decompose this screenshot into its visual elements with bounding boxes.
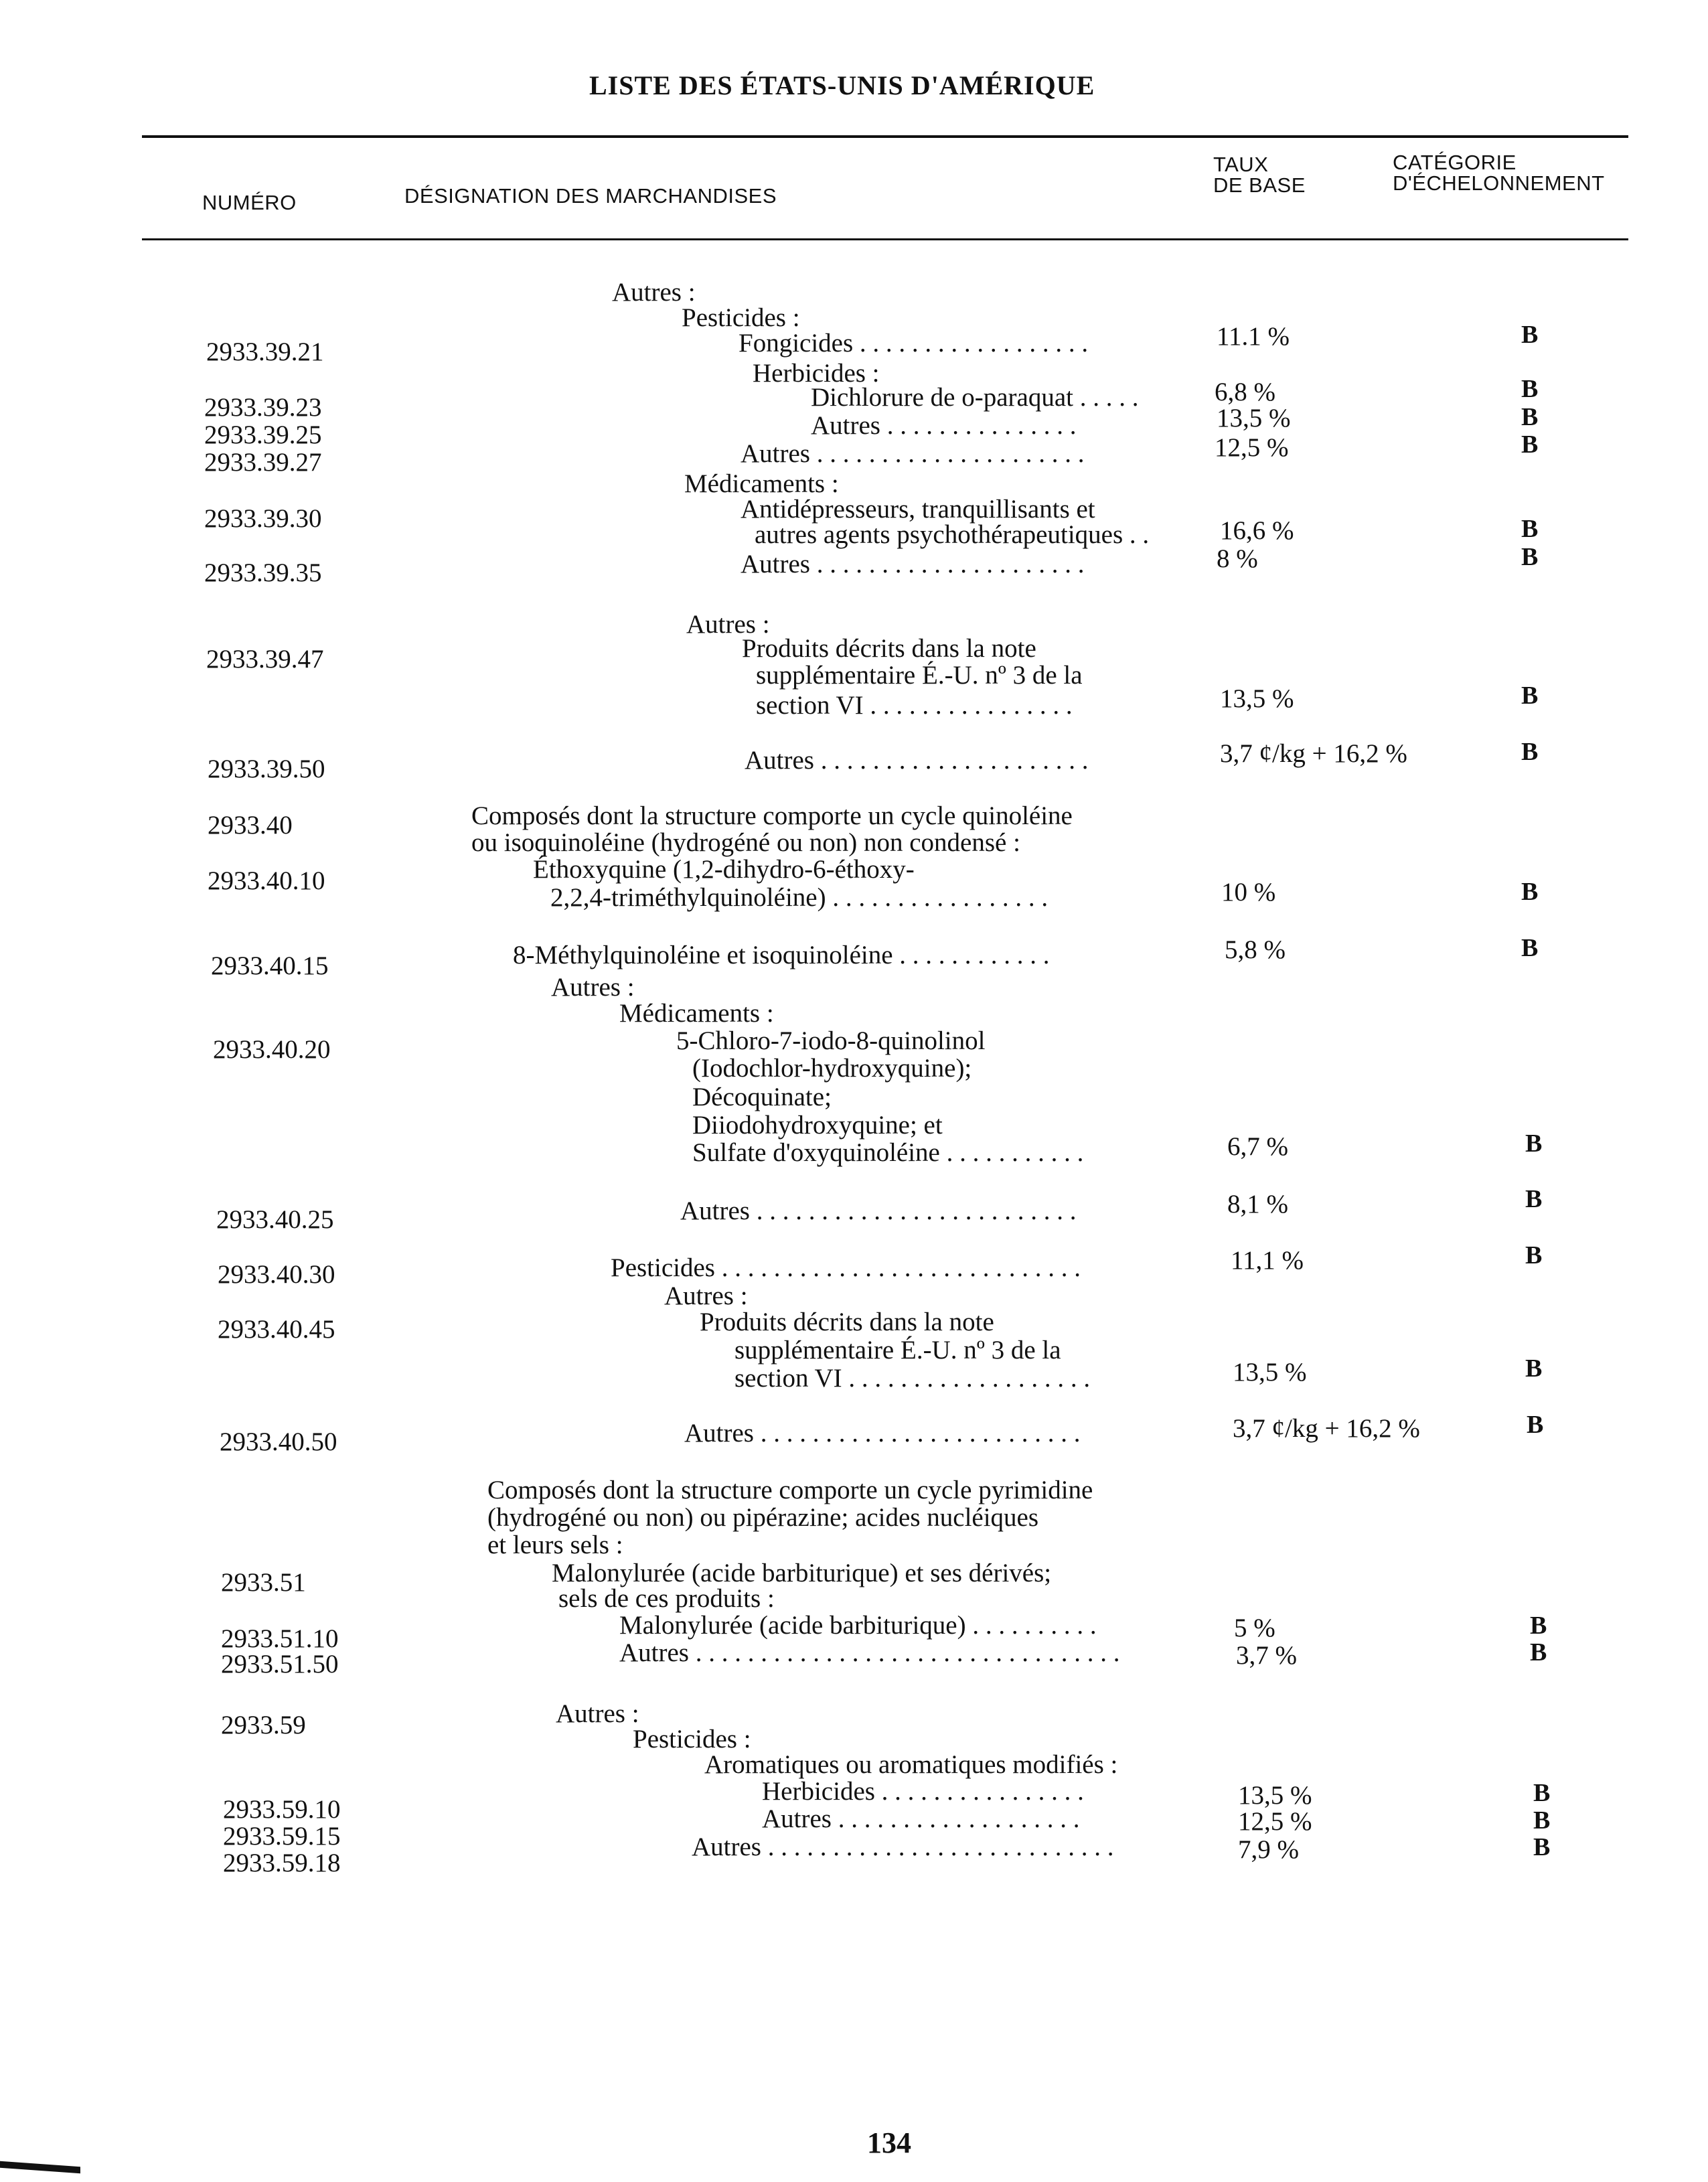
designation-line: Autres :: [556, 1699, 639, 1728]
designation-line: Dichlorure de o-paraquat . . . . .: [811, 383, 1139, 412]
base-rate: 6,8 %: [1215, 378, 1275, 406]
designation-line: section VI . . . . . . . . . . . . . . . . . . .: [734, 1364, 1091, 1393]
designation-line: 8-Méthylquinoléine et isoquinoléine . . . . . . . . . . . .: [513, 941, 1050, 969]
staging-category: B: [1521, 515, 1539, 543]
tariff-number: 2933.40: [208, 811, 293, 840]
base-rate: 3,7 %: [1236, 1641, 1297, 1670]
designation-line: Autres :: [551, 973, 635, 1002]
staging-category: B: [1527, 1411, 1544, 1439]
tariff-number: 2933.40.45: [218, 1315, 335, 1344]
designation-line: Éthoxyquine (1,2-dihydro-6-éthoxy-: [533, 855, 915, 884]
staging-category: B: [1525, 1185, 1543, 1213]
designation-line: section VI . . . . . . . . . . . . . . . .: [756, 691, 1073, 720]
designation-line: Malonylurée (acide barbiturique) . . . . . . . . . .: [619, 1611, 1097, 1640]
tariff-number: 2933.40.20: [213, 1035, 331, 1064]
tariff-number: 2933.59.15: [223, 1822, 341, 1851]
tariff-number: 2933.51.50: [221, 1650, 339, 1679]
staging-category: B: [1533, 1806, 1551, 1835]
designation-line: (hydrogéné ou non) ou pipérazine; acides nucléiques: [487, 1503, 1039, 1532]
designation-line: Herbicides :: [753, 359, 880, 388]
tariff-number: 2933.51: [221, 1568, 306, 1597]
tariff-number: 2933.59.18: [223, 1849, 341, 1877]
base-rate: 7,9 %: [1238, 1835, 1299, 1864]
designation-line: Produits décrits dans la note: [700, 1308, 994, 1336]
designation-line: sels de ces produits :: [558, 1584, 775, 1613]
staging-category: B: [1521, 934, 1539, 962]
designation-line: Autres . . . . . . . . . . . . . . . . . . . . .: [745, 746, 1089, 775]
staging-category: B: [1521, 321, 1539, 349]
designation-line: Autres . . . . . . . . . . . . . . . . . . .: [762, 1804, 1080, 1833]
designation-line: Fongicides . . . . . . . . . . . . . . . . . .: [739, 329, 1089, 358]
staging-category: B: [1521, 738, 1539, 766]
tariff-number: 2933.40.50: [220, 1427, 337, 1456]
designation-line: Autres . . . . . . . . . . . . . . . . . . . . .: [741, 550, 1085, 578]
base-rate: 5 %: [1234, 1614, 1275, 1642]
base-rate: 8,1 %: [1227, 1190, 1288, 1219]
designation-line: Pesticides :: [682, 303, 800, 332]
scan-edge-mark: [0, 2161, 80, 2173]
designation-line: 2,2,4-triméthylquinoléine) . . . . . . . . . . . . . . . . .: [550, 883, 1049, 912]
base-rate: 3,7 ¢/kg + 16,2 %: [1220, 739, 1407, 768]
base-rate: 5,8 %: [1225, 935, 1286, 964]
header-designation: DÉSIGNATION DES MARCHANDISES: [404, 184, 777, 208]
designation-line: Autres :: [612, 278, 696, 307]
designation-line: Herbicides . . . . . . . . . . . . . . . .: [762, 1777, 1084, 1806]
designation-line: supplémentaire É.-U. nº 3 de la: [734, 1336, 1061, 1365]
staging-category: B: [1525, 1129, 1543, 1158]
header-categorie-line2: D'ÉCHELONNEMENT: [1393, 171, 1605, 195]
staging-category: B: [1525, 1354, 1543, 1383]
tariff-number: 2933.51.10: [221, 1624, 339, 1653]
staging-category: B: [1521, 403, 1539, 431]
staging-category: B: [1521, 878, 1539, 906]
tariff-number: 2933.39.30: [204, 504, 322, 533]
designation-line: Médicaments :: [684, 469, 839, 498]
tariff-number: 2933.59.10: [223, 1795, 341, 1824]
designation-line: Diiodohydroxyquine; et: [692, 1111, 943, 1140]
base-rate: 8 %: [1217, 544, 1258, 573]
designation-line: Sulfate d'oxyquinoléine . . . . . . . . . . .: [692, 1138, 1084, 1167]
designation-line: Autres . . . . . . . . . . . . . . . . . . . . . . . . . . .: [692, 1833, 1114, 1861]
base-rate: 3,7 ¢/kg + 16,2 %: [1233, 1414, 1420, 1443]
base-rate: 11.1 %: [1217, 322, 1290, 351]
staging-category: B: [1525, 1241, 1543, 1269]
designation-line: Pesticides :: [633, 1725, 751, 1754]
base-rate: 13,5 %: [1217, 404, 1291, 433]
base-rate: 10 %: [1221, 878, 1276, 907]
designation-line: Décoquinate;: [692, 1083, 832, 1111]
designation-line: 5-Chloro-7-iodo-8-quinolinol: [676, 1026, 986, 1055]
tariff-number: 2933.59: [221, 1711, 306, 1739]
base-rate: 16,6 %: [1220, 516, 1294, 545]
header-taux-line1: TAUX: [1213, 153, 1269, 176]
designation-line: Aromatiques ou aromatiques modifiés :: [704, 1750, 1118, 1779]
designation-line: Autres :: [686, 610, 770, 639]
designation-line: et leurs sels :: [487, 1531, 623, 1559]
designation-line: Autres . . . . . . . . . . . . . . . . . . . . . . . . .: [684, 1419, 1081, 1448]
tariff-number: 2933.39.21: [206, 337, 324, 366]
staging-category: B: [1533, 1779, 1551, 1807]
staging-category: B: [1521, 431, 1539, 459]
staging-category: B: [1521, 375, 1539, 403]
tariff-number: 2933.39.50: [208, 755, 325, 783]
designation-line: Composés dont la structure comporte un cycle quinoléine: [471, 801, 1073, 830]
base-rate: 6,7 %: [1227, 1132, 1288, 1161]
designation-line: autres agents psychothérapeutiques . .: [755, 520, 1150, 549]
designation-line: (Iodochlor-hydroxyquine);: [692, 1054, 972, 1083]
designation-line: Malonylurée (acide barbiturique) et ses dérivés;: [552, 1559, 1052, 1587]
tariff-number: 2933.39.35: [204, 558, 322, 587]
base-rate: 12,5 %: [1215, 433, 1289, 462]
base-rate: 13,5 %: [1220, 684, 1294, 713]
designation-line: supplémentaire É.-U. nº 3 de la: [756, 661, 1083, 690]
designation-line: Autres . . . . . . . . . . . . . . . . . . . . . . . . .: [680, 1196, 1077, 1225]
staging-category: B: [1521, 682, 1539, 710]
designation-line: ou isoquinoléine (hydrogéné ou non) non condensé :: [471, 828, 1020, 857]
staging-category: B: [1530, 1638, 1547, 1666]
base-rate: 11,1 %: [1231, 1246, 1304, 1275]
tariff-number: 2933.39.25: [204, 420, 322, 449]
designation-line: Composés dont la structure comporte un cycle pyrimidine: [487, 1476, 1093, 1504]
tariff-number: 2933.40.25: [216, 1205, 334, 1234]
header-categorie-line1: CATÉGORIE: [1393, 151, 1517, 174]
header-taux-line2: DE BASE: [1213, 173, 1306, 197]
designation-line: Médicaments :: [619, 999, 774, 1028]
tariff-number: 2933.40.15: [211, 951, 329, 980]
designation-line: Autres . . . . . . . . . . . . . . . . . . . . . . . . . . . . . . . . .: [619, 1638, 1120, 1667]
tariff-number: 2933.40.10: [208, 866, 325, 895]
page-title: LISTE DES ÉTATS-UNIS D'AMÉRIQUE: [589, 70, 1095, 100]
designation-line: Autres . . . . . . . . . . . . . . . . . . . . .: [741, 439, 1085, 468]
header-numero: NUMÉRO: [202, 191, 297, 214]
header-top-rule: [142, 135, 1628, 138]
base-rate: 12,5 %: [1238, 1807, 1312, 1836]
designation-line: Produits décrits dans la note: [742, 634, 1036, 663]
tariff-number: 2933.39.47: [206, 645, 324, 674]
designation-line: Autres . . . . . . . . . . . . . . .: [811, 411, 1077, 440]
designation-line: Pesticides . . . . . . . . . . . . . . . . . . . . . . . . . . . .: [611, 1253, 1081, 1282]
staging-category: B: [1533, 1833, 1551, 1861]
staging-category: B: [1521, 543, 1539, 571]
tariff-number: 2933.39.27: [204, 448, 322, 477]
base-rate: 13,5 %: [1233, 1358, 1307, 1387]
designation-line: Autres :: [664, 1281, 748, 1310]
header-bottom-rule: [142, 238, 1628, 240]
tariff-number: 2933.40.30: [218, 1260, 335, 1289]
tariff-number: 2933.39.23: [204, 393, 322, 422]
designation-line: Antidépresseurs, tranquillisants et: [741, 495, 1095, 524]
base-rate: 13,5 %: [1238, 1781, 1312, 1810]
staging-category: B: [1530, 1612, 1547, 1640]
page-number: 134: [867, 2126, 911, 2159]
